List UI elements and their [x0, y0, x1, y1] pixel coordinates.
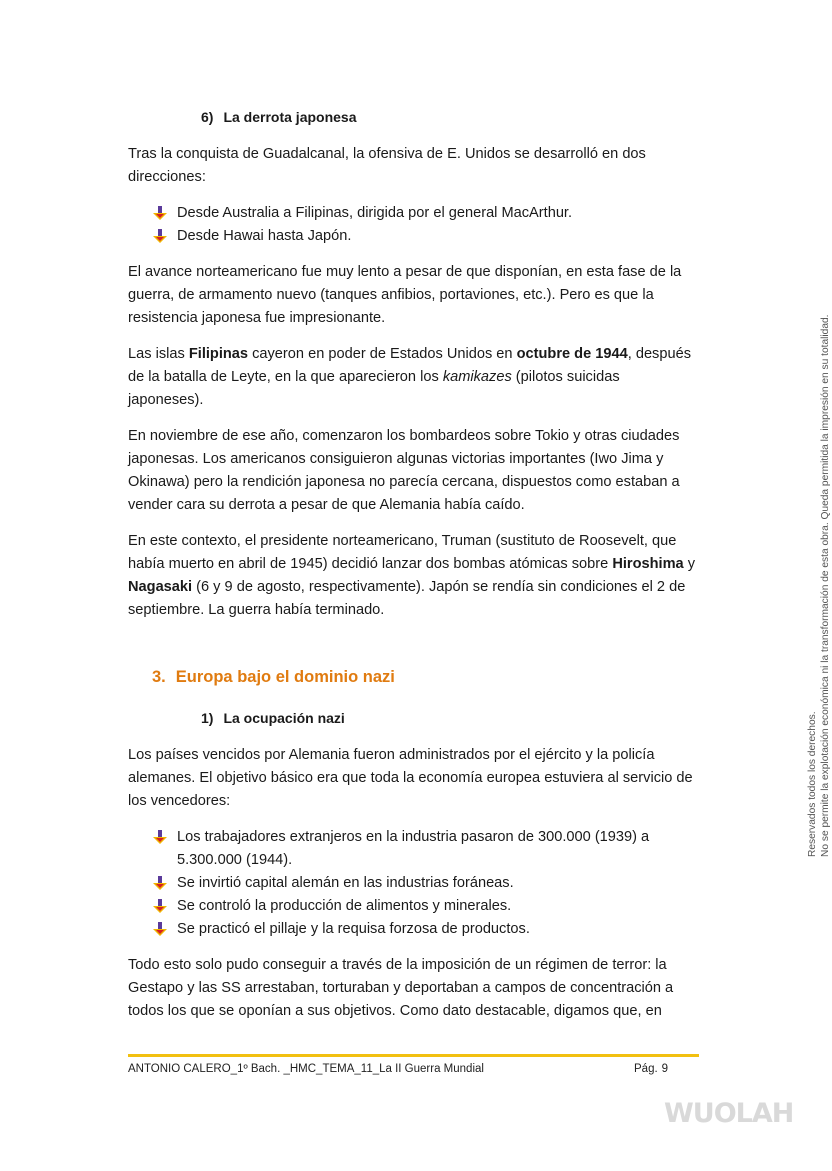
section-number: 3.	[152, 668, 166, 686]
list-item: Desde Australia a Filipinas, dirigida por el general MacArthur.	[153, 202, 698, 225]
footer-rule	[128, 1054, 699, 1057]
paragraph: Los países vencidos por Alemania fueron administrados por el ejército y la policía alemanes. El objetivo básico era que toda la economía europea estuviera al servicio de los vencedores:	[128, 747, 693, 809]
arrow-bullet-icon	[153, 922, 167, 936]
arrow-bullet-icon	[153, 830, 167, 844]
footer-title: ANTONIO CALERO_1º Bach. _HMC_TEMA_11_La II Guerra Mundial	[128, 1063, 484, 1075]
bullet-list	[128, 202, 698, 248]
paragraph: Las islas Filipinas cayeron en poder de Estados Unidos en octubre de 1944, después de la batalla de Leyte, en la que aparecieron los kamikazes (pilotos suicidas japoneses).	[128, 346, 692, 408]
paragraph: En noviembre de ese año, comenzaron los bombardeos sobre Tokio y otras ciudades japonesas. Los americanos consiguieron algunas victorias importantes (Iwo Jima y Okinawa) pero la rendición japonesa no parecía cercana, dispuestos como estaban a vender cara su derrota a pesar de que Alemania había caído.	[128, 428, 680, 513]
arrow-bullet-icon	[153, 899, 167, 913]
subheading-number: 1)	[201, 710, 214, 726]
subheading-derrota	[201, 106, 698, 129]
paragraph: Tras la conquista de Guadalcanal, la ofensiva de E. Unidos se desarrolló en dos direcciones:	[128, 146, 646, 185]
wuolah-logo: WUOLAH	[664, 1098, 794, 1129]
paragraph: El avance norteamericano fue muy lento a pesar de que disponían, en esta fase de la guerra, de armamento nuevo (tanques anfibios, portaviones, etc.). Pero es que la resistencia japonesa fue impresionante.	[128, 264, 682, 326]
subheading-number: 6)	[201, 109, 214, 125]
subheading-title: La derrota japonesa	[223, 109, 357, 125]
list-item: Se controló la producción de alimentos y minerales.	[153, 895, 698, 918]
bullet-list	[128, 826, 698, 941]
section-title: Europa bajo el dominio nazi	[175, 668, 395, 686]
arrow-bullet-icon	[153, 229, 167, 243]
arrow-bullet-icon	[153, 876, 167, 890]
copyright-notice: Reservados todos los derechos. No se permite la explotación económica ni la transformación de esta obra. Queda permitida la impresión en su totalidad.	[807, 314, 831, 857]
list-item: Desde Hawai hasta Japón.	[153, 225, 698, 248]
list-item: Se invirtió capital alemán en las industrias foráneas.	[153, 872, 698, 895]
page-content	[128, 106, 698, 1036]
page-number: Pág. 9	[634, 1063, 669, 1075]
section-heading-europa	[152, 666, 698, 689]
list-item: Se practicó el pillaje y la requisa forzosa de productos.	[153, 918, 698, 941]
subheading-title: La ocupación nazi	[223, 710, 345, 726]
list-item: Los trabajadores extranjeros en la industria pasaron de 300.000 (1939) a 5.300.000 (1944).	[153, 826, 698, 872]
paragraph: Todo esto solo pudo conseguir a través de la imposición de un régimen de terror: la Gestapo y las SS arrestaban, torturaban y deportaban a campos de concentración a todos los que se oponían a sus objetivos. Como dato destacable, digamos que, en	[128, 957, 674, 1019]
arrow-bullet-icon	[153, 206, 167, 220]
paragraph: En este contexto, el presidente norteamericano, Truman (sustituto de Roosevelt, que había muerto en abril de 1945) decidió lanzar dos bombas atómicas sobre Hiroshima y Nagasaki (6 y 9 de agosto, respectivamente). Japón se rendía sin condiciones el 2 de septiembre. La guerra había terminado.	[128, 533, 696, 618]
subheading-ocupacion	[201, 707, 698, 730]
